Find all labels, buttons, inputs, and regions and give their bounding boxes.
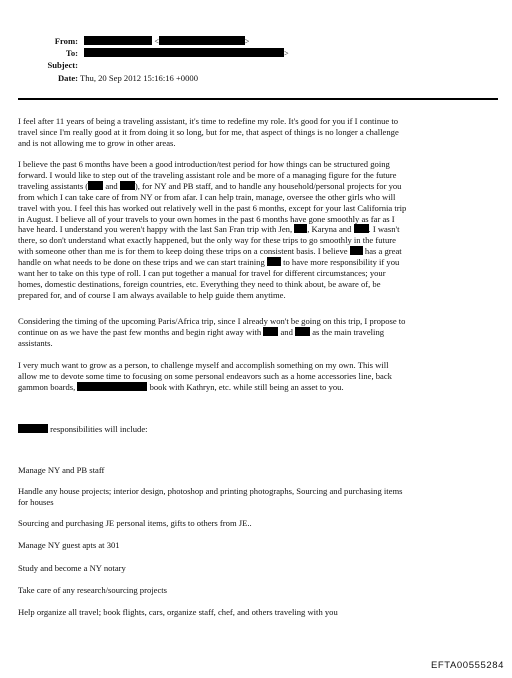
redaction: [267, 257, 281, 266]
from-lt: <: [154, 37, 159, 46]
p2-line: there, so don't understand what exactly happened, but the only way for these trips to go smoothly in the future: [18, 235, 396, 246]
p2-line: prepared for, and of course I am always available to help guide them anytime.: [18, 289, 286, 300]
redaction-to: [84, 48, 284, 57]
to-label: To:: [65, 48, 78, 58]
p2-line: from which I can take care of from NY or from afar. I can help train, manage, oversee the other girls who will: [18, 191, 396, 202]
date-line: [38, 73, 198, 84]
redaction: [18, 424, 48, 433]
responsibility-item: Manage NY guest apts at 301: [18, 540, 120, 550]
paragraph-4: [18, 360, 504, 393]
p3-line: continue on as we have the past few months and begin right away with and as the main traveling: [18, 326, 385, 337]
from-label: From:: [54, 36, 78, 46]
from-line: [38, 36, 249, 47]
responsibility-item: Sourcing and purchasing JE personal items, gifts to others from JE..: [18, 518, 252, 528]
p2-line: homes, domestic destinations, foreign countries, etc. Everything they need to think about, be aware of, be: [18, 278, 381, 289]
responsibility-item: Manage NY and PB staff: [18, 465, 105, 475]
p1-line: travel since I'm really good at it from doing it so long, but for me, that aspect of things is no longer a challenge: [18, 126, 399, 137]
p2-line: forward. I would like to step out of the traveling assistant role and be more of a managing figure for the future: [18, 169, 397, 180]
redaction: [354, 224, 369, 233]
redaction: [120, 181, 135, 190]
paragraph-3: [18, 316, 504, 349]
redaction: [295, 327, 310, 336]
from-gt: >: [244, 37, 250, 46]
p2-line: traveling assistants ( and ), for NY and PB staff, and to handle any household/personal projects for you: [18, 180, 402, 191]
responsibility-item: Study and become a NY notary: [18, 563, 126, 573]
redaction: [263, 327, 278, 336]
p2-line: want her to take on this type of roll. I can put together a manual for travel for different circumstances; your: [18, 268, 386, 279]
p2-line: handle on what needs to be done on these trips and we can start training to have more responsibility if you: [18, 257, 400, 268]
subject-line: [38, 60, 78, 71]
responsibility-item: Help organize all travel; book flights, cars, organize staff, chef, and others traveling with you: [18, 607, 338, 617]
redaction: [88, 181, 103, 190]
to-line: [38, 48, 289, 59]
date-value: Thu, 20 Sep 2012 15:16:16 +0000: [80, 73, 198, 83]
p4-line: I very much want to grow as a person, to challenge myself and accomplish something on my own. This will: [18, 360, 389, 370]
p2-line: in August. I believe all of your travels to your own homes in the past 6 months have gone smoothly as far as I: [18, 213, 395, 224]
responsibility-item: Take care of any research/sourcing projects: [18, 585, 167, 595]
p4-line: gammon boards, book with Kathryn, etc. while still being an asset to you.: [18, 381, 344, 392]
responsibilities-intro: responsibilities will include:: [18, 424, 504, 435]
paragraph-1: [18, 116, 504, 149]
subject-label: Subject:: [47, 60, 78, 70]
bates-number: EFTA00555284: [430, 660, 504, 671]
p4-line: allow me to devote some time to focusing on some personal endeavors such as a home accessories line, back: [18, 370, 392, 381]
date-label: Date:: [57, 73, 78, 83]
p3-line: Considering the timing of the upcoming Paris/Africa trip, since I already won't be going on this trip, I propose to: [18, 316, 406, 326]
responsibility-item: Handle any house projects; interior design, photoshop and printing photographs, Sourcing and purchasing items for houses: [18, 486, 403, 507]
p1-line: I feel after 11 years of being a traveling assistant, it's time to redefine my role. It's good for you if I continue to: [18, 116, 399, 126]
p2-line: with someone other than me is for them to keep doing these trips on a consistent basis. I believe has a great: [18, 246, 402, 257]
p1-line: and is not allowing me to grow in other areas.: [18, 137, 176, 148]
p3-line: assistants.: [18, 337, 53, 348]
redaction-from-email: [159, 36, 245, 45]
redaction-from-name: [84, 36, 152, 45]
paragraph-2: [18, 159, 504, 301]
p2-line: travel with you. I feel this has worked out relatively well in the past 6 months, except for your last California trip: [18, 202, 407, 213]
p2-line: I believe the past 6 months have been a good introduction/test period for how things can be structured going: [18, 159, 390, 169]
header-divider: [18, 98, 498, 100]
redaction: [77, 382, 147, 391]
redaction: [350, 246, 363, 255]
to-gt: >: [284, 49, 289, 58]
redaction: [294, 224, 307, 233]
p2-line: have heard. I understand you weren't happy with the last San Fran trip with Jen, , Karyna and . I wasn't: [18, 224, 400, 235]
